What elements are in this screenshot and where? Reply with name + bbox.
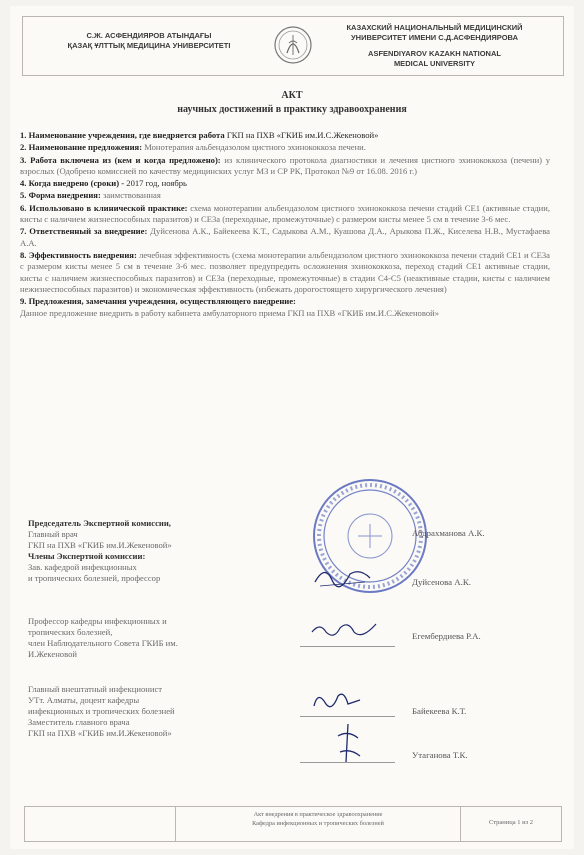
member1-role-line: Зав. кафедрой инфекционных [28,562,137,572]
letterhead-english-line1: ASFENDIYAROV KAZAKH NATIONAL [368,49,501,59]
item-label: 4. Когда внедрено (сроки) - [20,178,125,189]
member3-role-line: инфекционных и тропических болезней [28,706,175,716]
member1-role-line: и тропических болезней, профессор [28,573,161,583]
member2-role-line: тропических болезней, [28,627,113,637]
item-label: 1. Наименование учреждения, где внедряется работа [20,130,225,140]
item-text: лечебная эффективность (схема монотерапии альбендазолом цистного эхинококкоза печени стадий СЕ1 и СЕ3а с размером кисты менее 5 см в течение 3-6 мес. позволяет предупредить осложнения эхинококкоза, переход стадий СЕ1 активные стадии, кисты с наличием жизнеспособных паразитов) и СЕ3а (переходные, промежуточные) в стадии С4-С5 (неактивные стадии, кисты с наличием нежизнеспособных паразитов) и экономическая эффективность (избежать дорогостоящего хирургического лечения) [20,249,550,294]
item-6 [20,203,550,226]
signature-line [300,646,395,647]
signature-line [300,762,395,763]
item-4 [20,178,550,189]
chair-role-line: Главный врач [28,529,78,539]
item-text: из клинического протокола диагностики и лечения цистного эхинококкоза (печени) у взрослых (Одобрено комиссией по качеству медицинских услуг МЗ и СР РК, Протокол №9 от 16.08. 2016 г.) [20,154,550,176]
item-label: 8. Эффективность внедрения: [20,249,137,260]
letterhead-left-line1: С.Ж. АСФЕНДИЯРОВ АТЫНДАҒЫ [86,31,212,40]
letterhead-english-line2: MEDICAL UNIVERSITY [393,59,476,69]
signature-member1-icon [310,562,380,592]
proposal-text: Данное предложение внедрить в работу кабинета амбулаторного приема ГКП на ПХВ «ГКИБ им.И.С.Жекеновой» [20,308,440,319]
document-title: АКТ [281,90,303,101]
member2-role-line: И.Жекеновой [28,649,77,659]
letterhead-right-line1: КАЗАХСКИЙ НАЦИОНАЛЬНЫЙ МЕДИЦИНСКИЙ [346,23,523,32]
footer-caption [175,811,461,828]
item-text: схема монотерапии альбендазолом цистного эхинококкоза печени стадий СЕ1 (активные стадии, кисты с наличием жизнеспособных паразитов) и СЕ3а (переходные, промежуточные) с размером кисты менее 5 см в течение 3-6 мес. [20,202,550,225]
member2-name: Егембердиева Р.А. [412,631,481,641]
member3-role-line: ГКП на ПХВ «ГКИБ им.И.Жекеновой» [28,728,172,738]
member3-role-line: Главный внештатный инфекционист [28,684,163,694]
item-7 [20,226,550,249]
item-text: Дуйсенова А.К., Байекеева К.Т., Садыкова А.М., Куашова Д.А., Арыкова П.Ж., Киселева Н.В., Мустафаева А.А. [20,226,550,248]
footer-caption-line1: Акт внедрения в практическое здравоохранение [253,811,383,818]
item-text: 2017 год, ноябрь [124,178,187,189]
chair-block [28,518,172,584]
member2-role-line: член Наблюдательного Совета ГКИБ им. [28,638,178,648]
item-2 [20,142,550,153]
letterhead-left-line2: ҚАЗАҚ ҰЛТТЫҚ МЕДИЦИНА УНИВЕРСИТЕТІ [67,41,231,51]
item-1 [20,130,550,141]
chair-role-line: ГКП на ПХВ «ГКИБ им.И.Жекеновой» [28,540,172,550]
footer-caption-line2: Кафедра инфекционных и тропических болезней [252,819,384,827]
page-footer [24,806,562,842]
footer-left-cell [25,807,176,841]
page-number: Страница 1 из 2 [488,819,534,826]
signature-member3-icon [308,686,368,716]
item-label: 7. Ответственный за внедрение: [20,226,148,237]
item-5 [20,190,550,201]
signature-line [300,716,395,717]
signature-member4-icon [328,722,368,766]
letterhead-kazakh [29,31,269,51]
member2-role-line: Профессор кафедры инфекционных и [28,616,167,626]
item-text: ГКП на ПХВ «ГКИБ им.И.С.Жекеновой» [224,130,379,140]
letterhead-russian [312,23,557,70]
chair-name: Абдрахманова А.К. [412,528,485,538]
member3-block [28,684,175,739]
item-text: Монотерапия альбендазолом цистного эхинококкоза печени. [142,142,366,153]
member3-role-line: Заместитель главного врача [28,717,130,727]
members-heading: Члены Экспертной комиссии: [28,551,146,561]
item-label: 9. Предложения, замечания учреждения, осуществляющего внедрение: [20,296,296,307]
document-subtitle: научных достижений в практику здравоохранения [177,104,407,115]
item-label: 2. Наименование предложения: [20,142,143,153]
item-9 [20,296,550,307]
act-items [20,130,550,321]
item-label: 3. Работа включена из (кем и когда предложено): [20,154,221,165]
item-3 [20,155,550,178]
letterhead [22,16,564,76]
item-label: 5. Форма внедрения: [20,190,101,201]
item-text: заимствованная [100,190,161,201]
member3-name: Байекеева К.Т. [412,706,467,716]
member1-name: Дуйсенова А.К. [412,577,471,587]
university-logo-icon [273,25,313,65]
letterhead-right-line2: УНИВЕРСИТЕТ ИМЕНИ С.Д.АСФЕНДИЯРОВА [350,33,518,43]
member3-role-line: УТт. Алматы, доцент кафедры [28,695,140,705]
member4-name: Утаганова Т.К. [412,750,468,760]
document-page [10,6,574,849]
member2-block [28,616,178,660]
signature-member2-icon [306,616,386,644]
item-8 [20,250,550,295]
chair-heading: Председатель Экспертной комиссии, [28,518,171,528]
item-label: 6. Использовано в клинической практике: [20,202,188,213]
